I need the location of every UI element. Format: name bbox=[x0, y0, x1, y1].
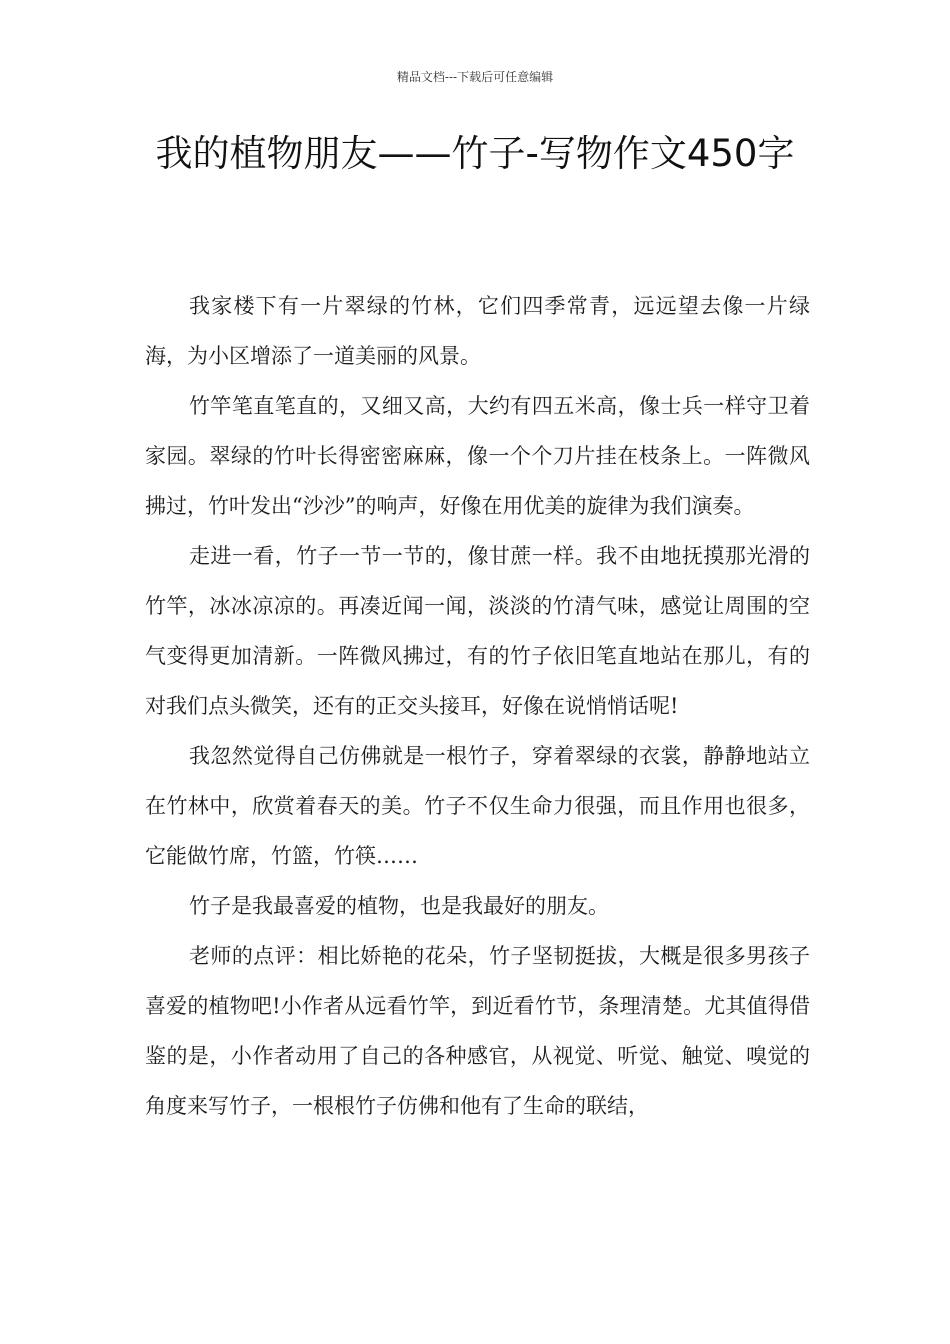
article-body bbox=[145, 281, 810, 1131]
paragraph-2: 竹竿笔直笔直的，又细又高，大约有四五米高，像士兵一样守卫着家园。翠绿的竹叶长得密密麻麻，像一个个刀片挂在枝条上。一阵微风拂过，竹叶发出“沙沙”的响声，好像在用优美的旋律为我们演奏。 bbox=[145, 394, 810, 518]
paragraph-5: 竹子是我最喜爱的植物，也是我最好的朋友。 bbox=[189, 894, 609, 918]
paragraph-3: 走进一看，竹子一节一节的，像甘蔗一样。我不由地抚摸那光滑的竹竿，冰冰凉凉的。再凑近闻一闻，淡淡的竹清气味，感觉让周围的空气变得更加清新。一阵微风拂过，有的竹子依旧笔直地站在那儿，有的对我们点头微笑，还有的正交头接耳，好像在说悄悄话呢! bbox=[145, 544, 810, 718]
paragraph-1: 我家楼下有一片翠绿的竹林，它们四季常青，远远望去像一片绿海，为小区增添了一道美丽的风景。 bbox=[145, 294, 810, 368]
paragraph-6: 老师的点评：相比娇艳的花朵，竹子坚韧挺拔，大概是很多男孩子喜爱的植物吧!小作者从远看竹竿，到近看竹节，条理清楚。尤其值得借鉴的是，小作者动用了自己的各种感官，从视觉、听觉、触觉、嗅觉的角度来写竹子，一根根竹子仿佛和他有了生命的联结， bbox=[145, 944, 810, 1118]
document-title: 我的植物朋友——竹子-写物作文450字 bbox=[155, 132, 795, 175]
paragraph-4: 我忽然觉得自己仿佛就是一根竹子，穿着翠绿的衣裳，静静地站立在竹林中，欣赏着春天的美。竹子不仅生命力很强，而且作用也很多，它能做竹席，竹篮，竹筷…… bbox=[145, 744, 810, 868]
header-note: 精品文档---下载后可任意编辑 bbox=[396, 70, 554, 84]
